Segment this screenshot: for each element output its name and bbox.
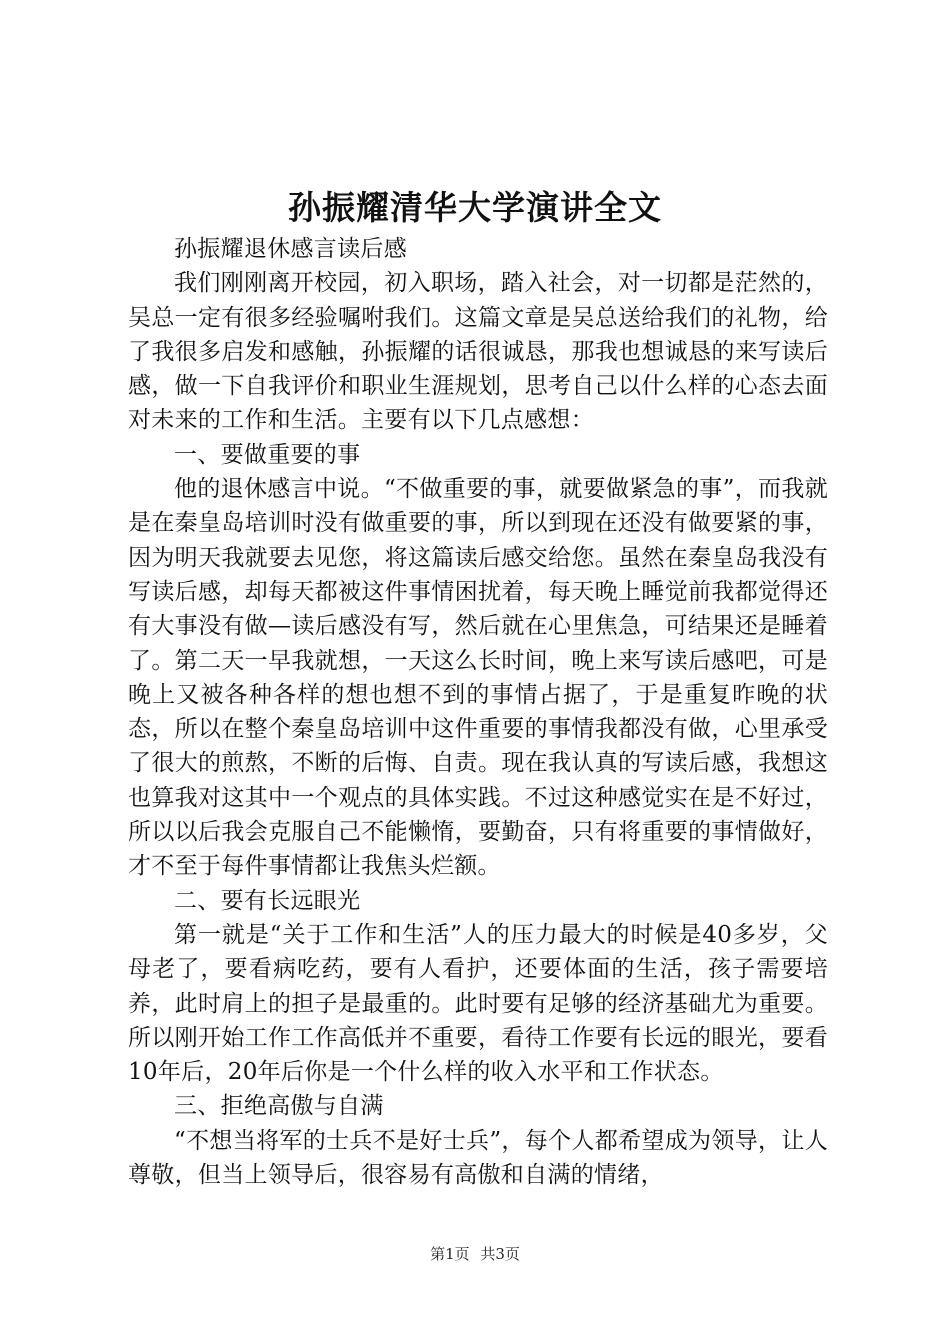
page-footer bbox=[0, 1244, 950, 1264]
page-number: 第1页 bbox=[430, 1245, 470, 1263]
section-heading-3: 三、拒绝高傲与自满 bbox=[174, 1093, 384, 1120]
document-body bbox=[128, 232, 828, 1192]
paragraph-section-2: 第一就是“关于工作和生活”人的压力最大的时候是40多岁，父母老了，要看病吃药，要有人看护，还要体面的生活，孩子需要培养，此时肩上的担子是最重的。此时要有足够的经济基础尤为重要。所以刚开始工作工作高低并不重要，看待工作要有长远的眼光，要看10年后，20年后你是一个什么样的收入水平和工作状态。 bbox=[128, 921, 828, 1086]
document-subtitle: 孙振耀退休感言读后感 bbox=[174, 236, 407, 262]
paragraph-intro: 我们刚刚离开校园，初入职场，踏入社会，对一切都是茫然的，吴总一定有很多经验嘱咐我们。这篇文章是吴总送给我们的礼物，给了我很多启发和感触，孙振耀的话很诚恳，那我也想诚恳的来写读后感，做一下自我评价和职业生涯规划，思考自己以什么样的心态去面对未来的工作和生活。主要有以下几点感想： bbox=[128, 270, 828, 434]
paragraph-section-3: “不想当将军的士兵不是好士兵”，每个人都希望成为领导，让人尊敬，但当上领导后，很容易有高傲和自满的情绪， bbox=[128, 1127, 828, 1189]
paragraph-section-1: 他的退休感言中说。“不做重要的事，就要做紧急的事”，而我就是在秦皇岛培训时没有做重要的事，所以到现在还没有做要紧的事，因为明天我就要去见您，将这篇读后感交给您。虽然在秦皇岛我没有写读后感，却每天都被这件事情困扰着，每天晚上睡觉前我都觉得还有大事没有做—读后感没有写，然后就在心里焦急，可结果还是睡着了。第二天一早我就想，一天这么长时间，晚上来写读后感吧，可是晚上又被各种各样的想也想不到的事情占据了，于是重复昨晚的状态，所以在整个秦皇岛培训中这件重要的事情我都没有做，心里承受了很大的煎熬，不断的后悔、自责。现在我认真的写读后感，我想这也算我对这其中一个观点的具体实践。不过这种感觉实在是不好过，所以以后我会克服自己不能懒惰，要勤奋，只有将重要的事情做好，才不至于每件事情都让我焦头烂额。 bbox=[128, 476, 828, 880]
section-heading-2: 二、要有长远眼光 bbox=[174, 887, 361, 914]
page-total: 共3页 bbox=[480, 1245, 520, 1263]
document-title: 孙振耀清华大学演讲全文 bbox=[288, 188, 662, 227]
section-heading-1: 一、要做重要的事 bbox=[174, 441, 361, 468]
